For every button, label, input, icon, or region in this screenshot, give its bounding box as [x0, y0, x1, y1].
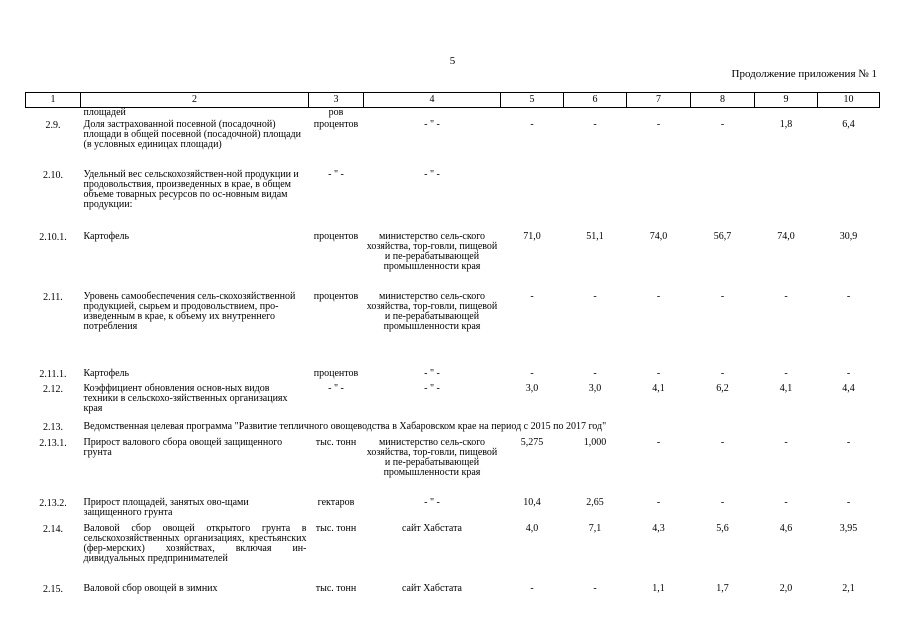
table-row — [26, 438, 880, 498]
value-cell: - — [593, 367, 597, 379]
value-cell: 4,4 — [842, 382, 855, 394]
row-number: 2.13.2. — [39, 497, 67, 509]
header-cell: 10 — [818, 93, 880, 108]
unit: тыс. тонн — [315, 582, 357, 594]
row-number — [26, 108, 81, 120]
row-number: 2.11. — [43, 291, 63, 303]
header-cell: 2 — [81, 93, 309, 108]
row-number: 2.9. — [45, 119, 61, 131]
unit: тыс. тонн — [315, 436, 357, 448]
table-row — [26, 584, 880, 598]
value-cell: - — [720, 290, 725, 302]
value-cell: 1,1 — [652, 582, 665, 594]
value-cell — [691, 170, 755, 232]
indicator-name: Доля застрахованной посевной (посадочной) площади в общей посевной (посадочной) площади (в условных единицах площади) — [83, 118, 301, 150]
indicator-name: Картофель — [83, 230, 130, 242]
value-cell: - — [720, 118, 725, 130]
source: - " - — [424, 382, 440, 394]
value-cell — [691, 108, 755, 120]
indicator-name: Удельный вес сельскохозяйствен-ной продукции и продовольствия, произведенных в крае, в общем объеме товарных ресурсов по ос-новным видам продукции: — [83, 168, 299, 210]
value-cell: 4,6 — [779, 522, 793, 534]
value-cell: - — [846, 436, 851, 448]
program-row — [26, 422, 880, 438]
value-cell: 51,1 — [586, 230, 604, 242]
value-cell — [501, 170, 564, 232]
source: - " - — [424, 367, 440, 379]
value-cell: - — [784, 496, 788, 508]
header-cell: 5 — [501, 93, 564, 108]
source: сайт Хабстата — [401, 522, 462, 534]
value-cell: 56,7 — [713, 230, 732, 242]
value-cell: - — [656, 367, 661, 379]
value-cell: 74,0 — [649, 230, 668, 242]
source: министерство сель-ского хозяйства, тор-говли, пищевой и пе-рерабатывающей промышленности края — [366, 290, 498, 332]
value-cell: 1,000 — [583, 436, 607, 448]
header-cell: 6 — [564, 93, 627, 108]
value-cell: 2,0 — [779, 582, 793, 594]
row-number: 2.13.1. — [39, 437, 67, 449]
value-cell: - — [530, 582, 534, 594]
indicator-name: Валовой сбор овощей открытого грунта в сельскохозяйственных организациях, крестьянских (фер-мерских) хозяйствах, включая ин-дивидуальных предпринимателей — [83, 522, 307, 564]
unit: гектаров — [317, 496, 355, 508]
value-cell: - — [846, 367, 851, 379]
continuation-label: Продолжение приложения № 1 — [731, 68, 877, 80]
unit: - " - — [328, 168, 344, 180]
table-row — [26, 232, 880, 292]
value-cell: 6,4 — [842, 118, 855, 130]
value-cell: 5,275 — [520, 436, 544, 448]
unit: - " - — [328, 382, 344, 394]
value-cell: 1,7 — [716, 582, 729, 594]
value-cell — [755, 170, 818, 232]
row-number: 2.12. — [43, 383, 63, 395]
header-cell: 9 — [755, 93, 818, 108]
indicator-name: Прирост валового сбора овощей защищенного грунта — [83, 436, 283, 458]
value-cell: 3,0 — [525, 382, 539, 394]
header-cell: 8 — [691, 93, 755, 108]
value-cell: 3,95 — [839, 522, 858, 534]
value-cell: - — [784, 367, 788, 379]
indicators-table — [25, 92, 880, 598]
value-cell: 4,3 — [652, 522, 665, 534]
table-row — [26, 120, 880, 170]
value-cell — [627, 108, 691, 120]
value-cell: - — [846, 496, 851, 508]
value-cell: 2,65 — [586, 496, 604, 508]
table-row — [26, 524, 880, 584]
value-cell: 71,0 — [523, 230, 541, 242]
table-header-row — [26, 93, 880, 108]
table-row — [26, 498, 880, 524]
value-cell: - — [656, 290, 661, 302]
value-cell: - — [530, 118, 534, 130]
value-cell: - — [593, 118, 597, 130]
value-cell: - — [530, 367, 534, 379]
table-row — [26, 292, 880, 369]
source: - " - — [424, 496, 440, 508]
value-cell: 6,2 — [716, 382, 729, 394]
value-cell: - — [720, 436, 725, 448]
value-cell: 4,1 — [779, 382, 793, 394]
indicator-name: Коэффициент обновления основ-ных видов техники в сельскохо-зяйственных организациях края — [83, 382, 288, 414]
value-cell: 4,1 — [652, 382, 665, 394]
value-cell — [818, 108, 880, 120]
value-cell: - — [720, 367, 725, 379]
unit: процентов — [313, 290, 359, 302]
value-cell: 1,8 — [779, 118, 793, 130]
row-number: 2.10. — [43, 169, 63, 181]
value-cell: 74,0 — [777, 230, 795, 242]
value-cell: 30,9 — [839, 230, 858, 242]
indicator-name: Валовой сбор овощей в зимних — [83, 582, 218, 594]
indicator-name: Уровень самообеспечения сель-скохозяйственной продукцией, сырьем и продовольствием, про-изведенным в крае, к объему их внутреннего потребления — [83, 290, 296, 332]
table-row — [26, 108, 880, 120]
unit: ров — [328, 107, 344, 118]
table-row — [26, 384, 880, 422]
row-number: 2.15. — [43, 583, 63, 595]
table-row — [26, 170, 880, 232]
value-cell: 7,1 — [588, 522, 602, 534]
unit: тыс. тонн — [315, 522, 357, 534]
value-cell — [627, 170, 691, 232]
row-number: 2.10.1. — [39, 231, 67, 243]
source: - " - — [424, 168, 440, 180]
value-cell — [564, 108, 627, 120]
indicator-name: Прирост площадей, занятых ово-щами защищенного грунта — [83, 496, 249, 518]
value-cell — [501, 108, 564, 120]
value-cell: - — [784, 436, 788, 448]
indicator-name: площадей — [83, 107, 126, 118]
row-number: 2.13. — [43, 421, 63, 433]
program-title: Ведомственная целевая программа "Развитие тепличного овощеводства в Хабаровском крае на период с 2015 по 2017 год" — [83, 420, 607, 432]
value-cell: 3,0 — [588, 382, 602, 394]
unit: процентов — [313, 118, 359, 130]
value-cell: - — [593, 290, 597, 302]
value-cell: - — [593, 582, 597, 594]
table-row — [26, 369, 880, 384]
value-cell: 10,4 — [523, 496, 541, 508]
value-cell: 2,1 — [842, 582, 855, 594]
source — [364, 108, 501, 120]
value-cell: - — [656, 118, 661, 130]
source: министерство сель-ского хозяйства, тор-говли, пищевой и пе-рерабатывающей промышленности края — [366, 436, 498, 478]
value-cell: 5,6 — [716, 522, 729, 534]
value-cell: - — [720, 496, 725, 508]
source: сайт Хабстата — [401, 582, 462, 594]
unit: процентов — [313, 230, 359, 242]
value-cell: - — [656, 436, 661, 448]
value-cell — [755, 108, 818, 120]
value-cell: - — [656, 496, 661, 508]
header-cell: 4 — [364, 93, 501, 108]
value-cell — [564, 170, 627, 232]
value-cell: 4,0 — [525, 522, 539, 534]
value-cell: - — [846, 290, 851, 302]
value-cell — [818, 170, 880, 232]
source: министерство сель-ского хозяйства, тор-говли, пищевой и пе-рерабатывающей промышленности края — [366, 230, 498, 272]
source: - " - — [424, 118, 440, 130]
page-number: 5 — [449, 55, 456, 67]
header-cell: 7 — [627, 93, 691, 108]
indicator-name: Картофель — [83, 367, 130, 379]
unit: процентов — [313, 367, 359, 379]
value-cell: - — [784, 290, 788, 302]
value-cell: - — [530, 290, 534, 302]
header-cell: 3 — [309, 93, 364, 108]
header-cell: 1 — [26, 93, 81, 108]
row-number: 2.14. — [43, 523, 63, 535]
row-number: 2.11.1. — [39, 368, 67, 380]
